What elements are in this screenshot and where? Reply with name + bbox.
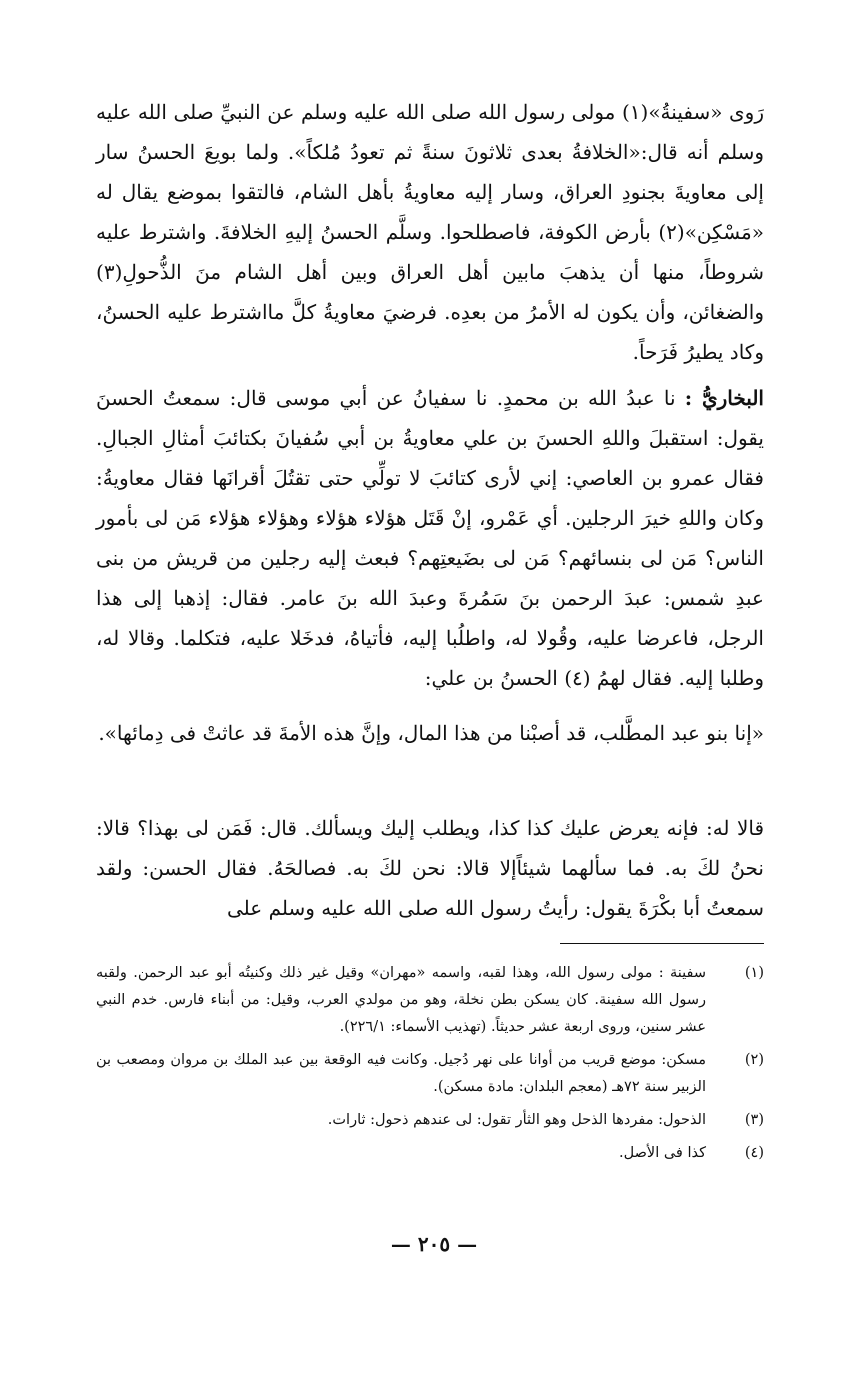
footnotes [96,960,764,1173]
paragraph-text: «إنا بنو عبد المطَّلب، قد أصبْنا من هذا المال، وإنَّ هذه الأمةَ قد عاثتْ فى دِمائها». [98,721,764,745]
paragraph-text: نا عبدُ الله بن محمدٍ. نا سفيانُ عن أبي موسى قال: سمعتُ الحسنَ يقول: استقبلَ واللهِ الحسنَ بن علي معاويةُ بن أبي سُفيانَ بكتائبَ أمثالِ الجبالِ. فقال عمرو بن العاصي: إني لأرى كتائبَ لا تولِّي حتى تقتُلَ أقرانَها فقال معاويةُ: وكان واللهِ خيرَ الرجلين. أي عَمْرو، إنْ قَتَل هؤلاء هؤلاء وهؤلاء هؤلاء مَن لى بأمور الناس؟ مَن لى بنسائهم؟ مَن لى بضَيعتِهم؟ فبعث إليه رجلين من قريش من بنى عبدِ شمس: عبدَ الرحمن بنَ سَمُرةَ وعبدَ الله بنَ عامر. فقال: إذهبا إلى هذا الرجل، فاعرضا عليه، وقُولا له، واطلُبا إليه، فأتياهُ، فدخَلا عليه، فتكلما. وقالا له، وطلبا إليه. فقال لهمُ (٤) الحسنُ بن علي: [96,386,764,690]
footnote-item [96,1140,764,1167]
footnote-text: الذحول: مفردها الذحل وهو الثأر تقول: لى عندهم ذحول: ثارات. [327,1112,706,1128]
footnote-text: كذا فى الأصل. [619,1145,706,1161]
footnote-number: (١) [744,965,764,981]
footnote-separator [560,943,764,944]
paragraph-continuation [96,808,764,928]
page-number: — ٢٠٥ — [390,1232,478,1256]
paragraph-bukhari [96,378,764,698]
footnote-number: (٤) [744,1145,764,1161]
footnote-number: (٢) [744,1052,764,1068]
paragraph-lead: البخاريُّ : [684,386,764,410]
paragraph-text: رَوى «سفينةُ»(١) مولى رسول الله صلى الله عليه وسلم عن النبيِّ صلى الله عليه وسلم أنه قال:«الخلافةُ بعدى ثلاثونَ سنةً ثم تعودُ مُلكاً». ولما بويعَ الحسنُ سار إلى معاويةَ بجنودِ العراق، وسار إليه معاويةُ بأهل الشام، فالتقوا بموضع يقال له «مَسْكِن»(٢) بأرض الكوفة، فاصطلحوا. وسلَّم الحسنُ إليهِ الخلافةَ. واشترط عليه شروطاً، منها أن يذهبَ مابين أهل العراق وبين أهل الشام منَ الذُّحولِ(٣) والضغائن، وأن يكون له الأمرُ من بعدِه. فرضيَ معاويةُ كلَّ مااشترط عليه الحسنُ، وكاد يطيرُ فَرَحاً. [96,100,764,364]
footnote-text: سفينة : مولى رسول الله، وهذا لقبه، واسمه «مهران» وقيل غير ذلك وكنيتُه أبو عبد الرحمن. ولقبه رسول الله سفينة. كان يسكن بطن نخلة، وهو من مولدي العرب، وقيل: من أبناء فارس. خدم النبي عشر سنين، وروى اربعة عشر حديثاً. (تهذيب الأسماء: ٢٢٦/١). [96,965,706,1035]
footnote-text: مسكن: موضع قريب من أوانا على نهر دُجيل. وكانت فيه الوقعة بين عبد الملك بن مروان ومصعب بن الزبير سنة ٧٢هـ (معجم البلدان: مادة مسكن). [96,1052,706,1095]
footnote-item [96,1047,764,1101]
paragraph-text: قالا له: فإنه يعرض عليك كذا كذا، ويطلب إليك ويسألك. قال: فَمَن لى بهذا؟ قالا: نحنُ لكَ به. فما سألهما شيئاًإلا قالا: نحن لكَ به. فصالحَهُ. فقال الحسن: ولقد سمعتُ أبا بكْرَةَ يقول: رأيتُ رسول الله صلى الله عليه وسلم على [96,816,764,920]
footnote-item [96,960,764,1041]
paragraph-quote [96,713,764,753]
paragraph-safina [96,92,764,372]
footnote-number: (٣) [744,1112,764,1128]
footnote-item [96,1107,764,1134]
